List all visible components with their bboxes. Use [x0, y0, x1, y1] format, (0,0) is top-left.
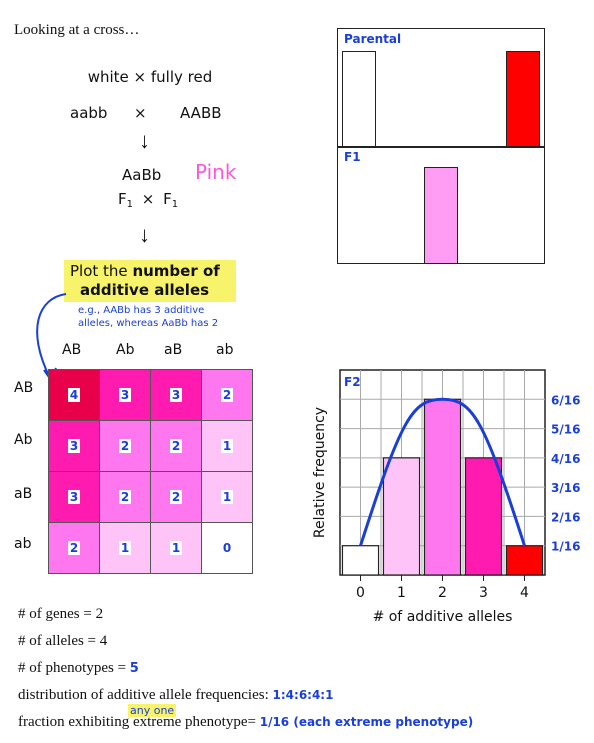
down-arrow-icon: ↓	[139, 222, 150, 247]
phenotypes-count: # of phenotypes = 5	[18, 660, 139, 676]
f2-chart-title: F2	[344, 375, 361, 389]
punnett-row	[49, 523, 253, 574]
fraction-line: fraction exhibiting extreme phenotype= 1/16 (each extreme phenotype)	[18, 714, 474, 730]
punnett-cell-value: 1	[171, 541, 181, 555]
f2-x-tick-label: 0	[356, 585, 365, 601]
punnett-cell-value: 0	[222, 541, 232, 555]
f1-bar	[424, 167, 458, 264]
f2-frequency-label: 6/16	[551, 393, 581, 408]
any-one-annotation: any one	[130, 704, 175, 717]
f2-y-axis-label: Relative frequency	[312, 406, 328, 539]
parental-chart-label: Parental	[344, 32, 402, 46]
f2-bar	[465, 458, 501, 575]
f2-x-tick-label: 1	[397, 585, 406, 601]
punnett-cell-value: 4	[69, 388, 79, 402]
punnett-cell	[151, 472, 202, 523]
punnett-cell	[49, 421, 100, 472]
f2-frequency-label: 5/16	[551, 422, 581, 437]
f2-bar	[506, 546, 542, 575]
punnett-cell-value: 2	[120, 439, 130, 453]
cross-symbol: ×	[134, 104, 147, 122]
cross-parents-label: white × fully red	[87, 68, 213, 86]
page-title: Looking at a cross…	[14, 22, 140, 38]
punnett-cell	[202, 421, 253, 472]
f2-chart	[300, 360, 590, 635]
f1-chart-label: F1	[344, 150, 361, 164]
punnett-cell	[202, 472, 253, 523]
punnett-cell-value: 1	[120, 541, 130, 555]
f2-frequency-label: 2/16	[551, 510, 581, 525]
punnett-cell	[151, 370, 202, 421]
parent-genotype-2: AABB	[180, 104, 222, 122]
f2-bar	[342, 546, 378, 575]
example-note: e.g., AABb has 3 additive alleles, whereas AaBb has 2	[78, 305, 219, 329]
parental-chart	[337, 28, 545, 148]
punnett-cell	[151, 523, 202, 574]
f1-chart	[337, 146, 545, 264]
instruction-highlight: Plot the number of additive alleles	[64, 260, 236, 302]
f2-frequency-label: 3/16	[551, 481, 581, 496]
punnett-cell-value: 3	[120, 388, 130, 402]
distribution-line: distribution of additive allele frequencies: 1:4:6:4:1	[18, 687, 334, 703]
f2-frequency-label: 1/16	[551, 539, 581, 554]
pink-label: Pink	[195, 160, 237, 184]
f2-frequency-label: 4/16	[551, 451, 581, 466]
punnett-cell-value: 2	[171, 439, 181, 453]
alleles-count: # of alleles = 4	[18, 633, 108, 649]
punnett-cell	[202, 523, 253, 574]
punnett-row	[49, 472, 253, 523]
f1-self-cross: $F_1 \times F_1$	[118, 190, 179, 210]
parent-genotype-1: aabb	[70, 104, 108, 122]
f2-x-axis-label: # of additive alleles	[372, 609, 513, 625]
punnett-row	[49, 370, 253, 421]
genes-count: # of genes = 2	[18, 606, 104, 622]
punnett-cell-value: 3	[69, 439, 79, 453]
f2-bar	[424, 399, 460, 575]
punnett-cell-value: 3	[171, 388, 181, 402]
punnett-cell	[49, 523, 100, 574]
punnett-cell	[202, 370, 253, 421]
parental-bar-white	[342, 51, 376, 148]
punnett-cell-value: 2	[171, 490, 181, 504]
f1-genotype: AaBb	[122, 166, 162, 184]
punnett-cell	[100, 523, 151, 574]
punnett-cell	[100, 472, 151, 523]
f2-x-tick-label: 4	[520, 585, 529, 601]
down-arrow-icon: ↓	[139, 128, 150, 153]
punnett-cell-value: 1	[222, 439, 232, 453]
punnett-cell-value: 2	[222, 388, 232, 402]
punnett-cell	[100, 421, 151, 472]
f2-x-tick-label: 3	[479, 585, 488, 601]
punnett-cell	[151, 421, 202, 472]
punnett-square	[48, 369, 253, 574]
punnett-cell	[49, 370, 100, 421]
f2-bar	[383, 458, 419, 575]
parental-bar-red	[506, 51, 540, 148]
punnett-cell-value: 2	[69, 541, 79, 555]
punnett-cell-value: 2	[120, 490, 130, 504]
punnett-cell	[49, 472, 100, 523]
punnett-cell	[100, 370, 151, 421]
punnett-cell-value: 1	[222, 490, 232, 504]
f2-x-tick-label: 2	[438, 585, 447, 601]
punnett-cell-value: 3	[69, 490, 79, 504]
punnett-row	[49, 421, 253, 472]
